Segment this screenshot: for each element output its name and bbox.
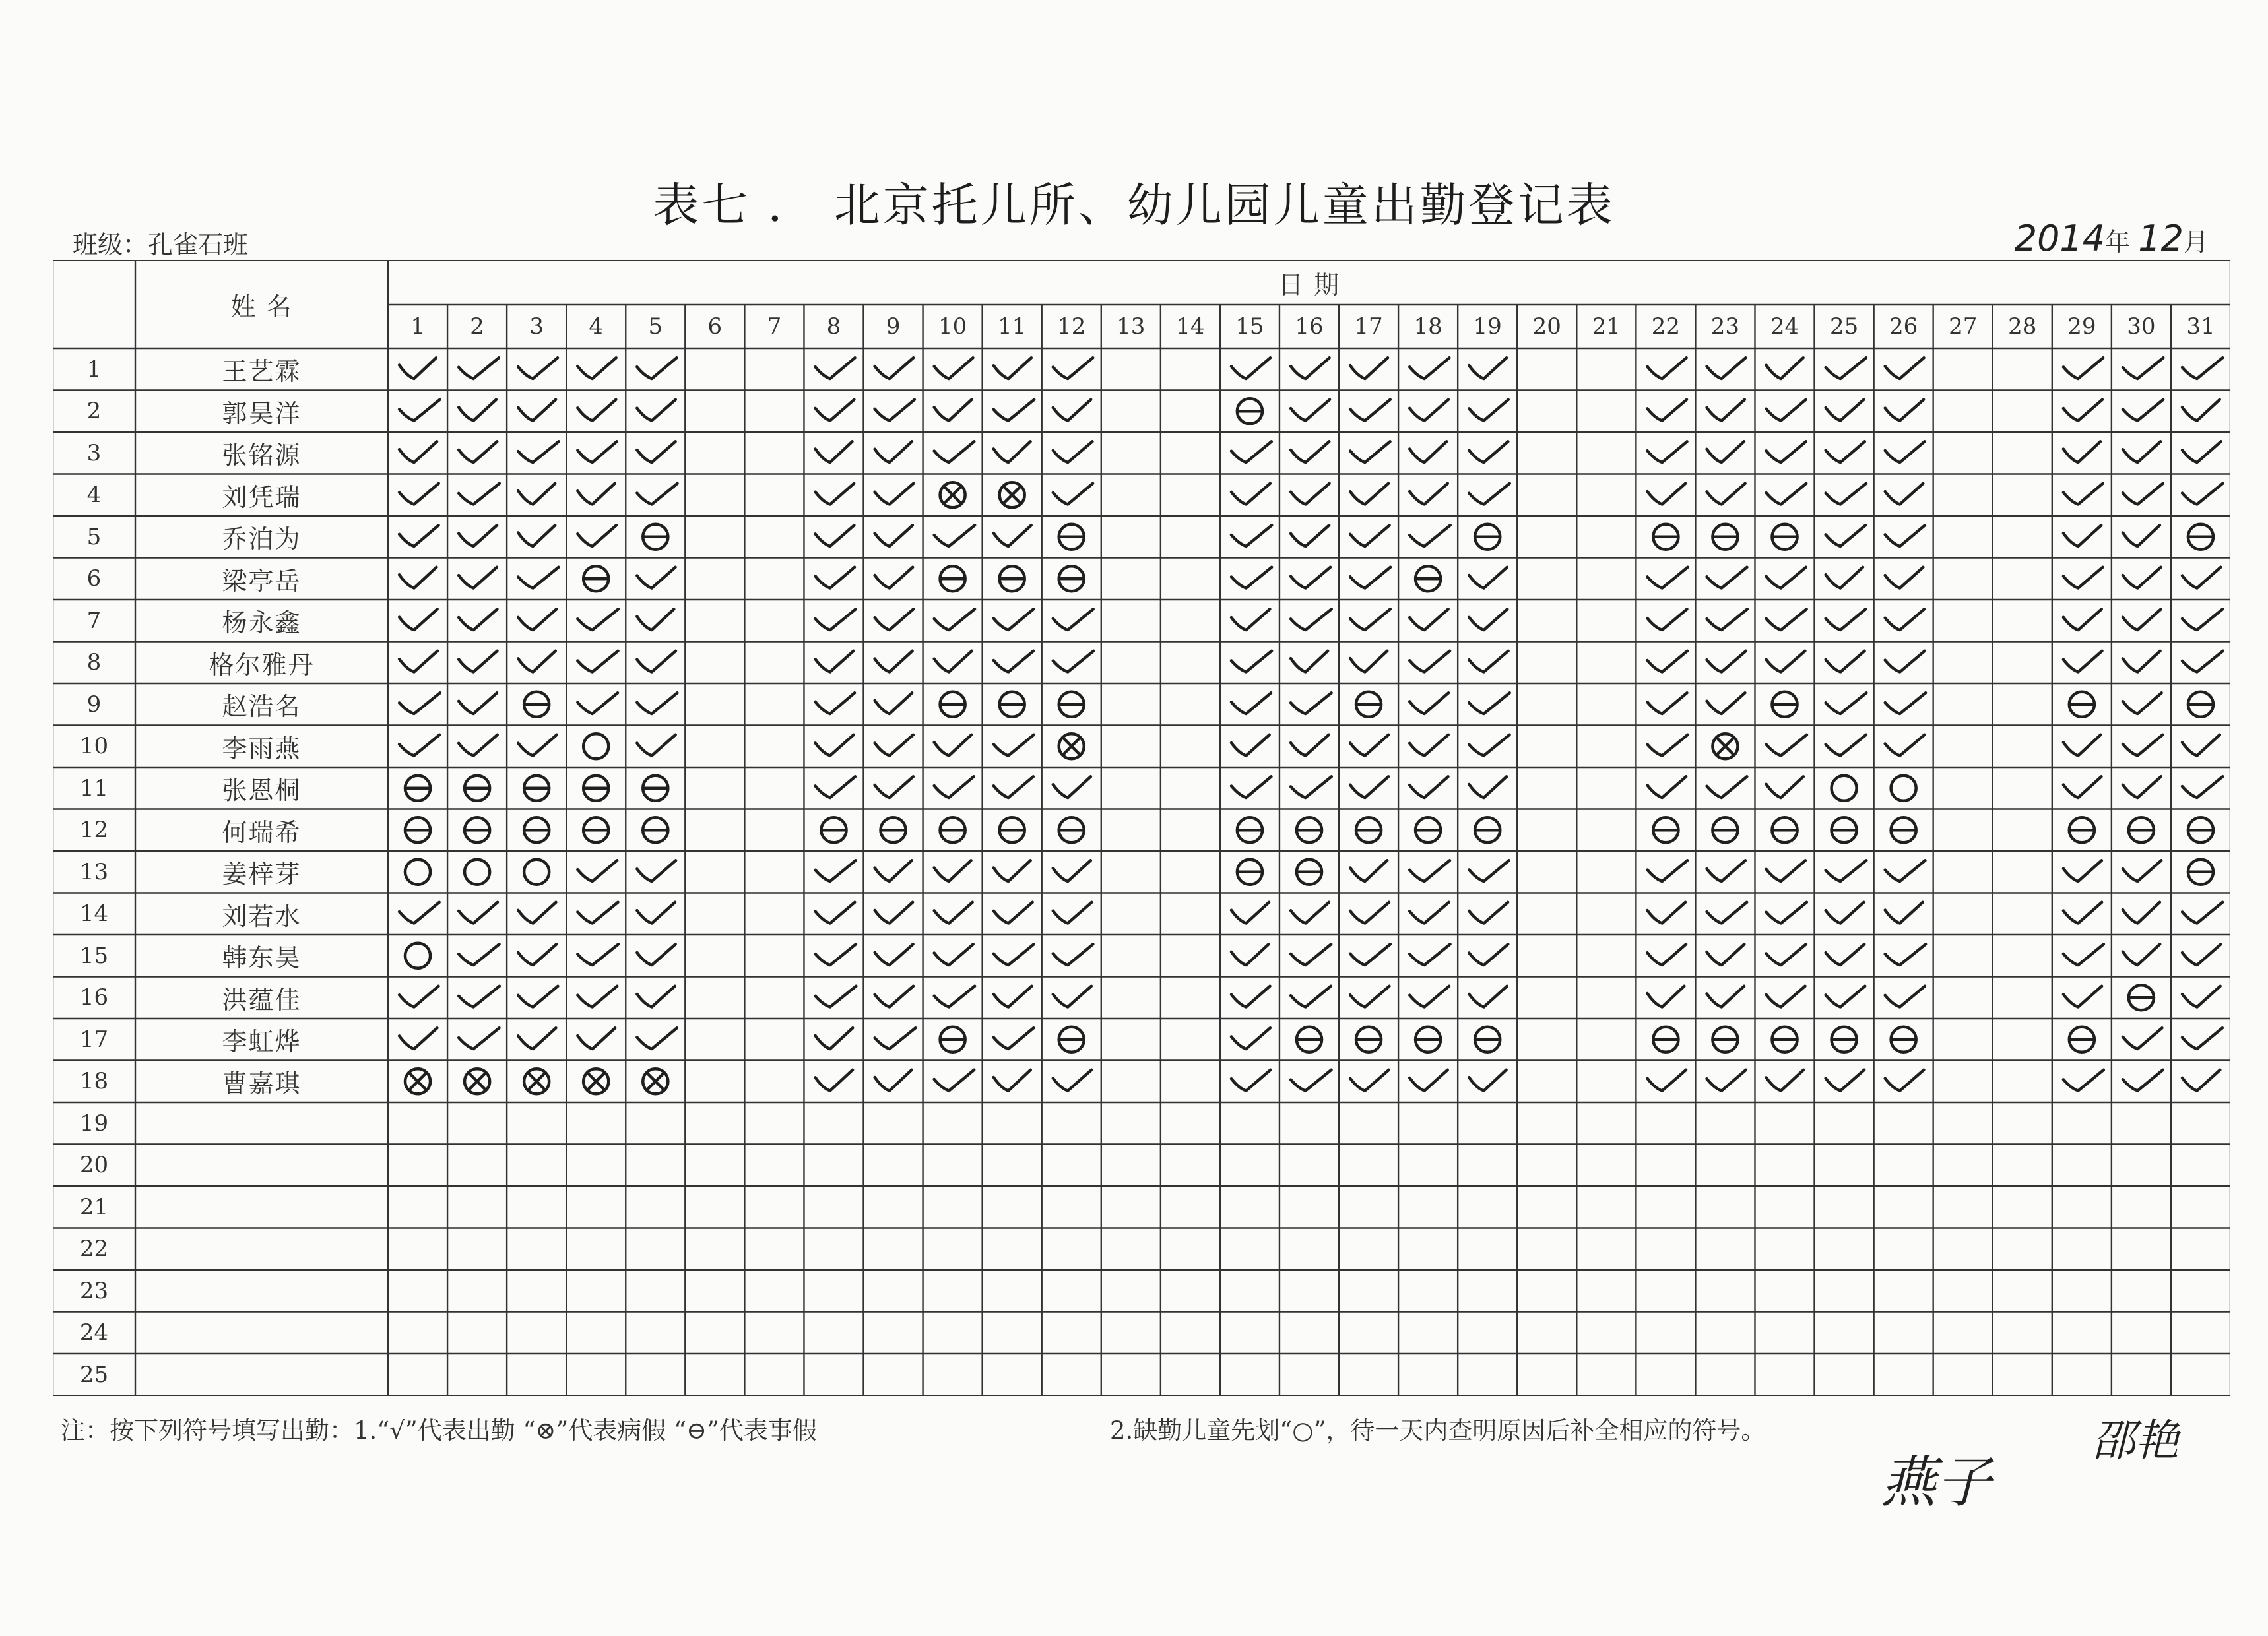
signature-1: 燕子 [1881,1450,1992,1515]
row-number: 21 [79,1193,109,1220]
day-header: 4 [589,313,604,340]
child-name: 何瑞希 [222,817,302,847]
day-header: 26 [1889,313,1918,340]
day-header: 7 [767,313,782,340]
day-header: 27 [1949,313,1978,340]
row-number: 18 [79,1068,109,1095]
year-unit: 年 [2105,228,2131,257]
day-header: 16 [1295,313,1324,340]
row-number: 1 [86,356,102,383]
day-header: 6 [707,313,723,340]
day-header: 19 [1473,313,1502,340]
day-header: 18 [1413,313,1442,340]
day-header: 8 [826,313,841,340]
day-header: 5 [648,313,663,340]
day-header: 22 [1651,313,1680,340]
day-header: 12 [1057,313,1086,340]
child-name: 姜梓芽 [222,860,302,889]
day-header: 13 [1117,313,1146,340]
row-number: 22 [79,1236,109,1263]
row-number: 3 [86,439,102,466]
day-header: 23 [1710,313,1740,340]
row-number: 20 [79,1152,109,1179]
year-value: 2014 [2014,218,2106,259]
child-name: 李雨燕 [222,734,302,763]
day-header: 24 [1770,313,1799,340]
child-name: 杨永鑫 [222,608,302,638]
child-name: 赵浩名 [222,692,302,722]
day-header: 2 [470,313,484,340]
day-header: 3 [529,313,544,340]
row-number: 6 [86,565,102,592]
month-unit: 月 [2183,228,2209,257]
day-header: 17 [1354,313,1383,340]
row-number: 11 [79,774,109,802]
day-header: 14 [1176,313,1205,340]
child-name: 乔泊为 [222,524,302,554]
row-number: 5 [86,523,102,550]
day-header: 29 [2067,313,2096,340]
class-name: 孔雀石班 [148,230,249,259]
child-name: 张恩桐 [222,776,302,805]
row-number: 19 [79,1110,109,1137]
row-number: 7 [86,607,102,634]
header-name: 姓 名 [230,292,293,321]
day-header: 10 [938,313,967,340]
child-name: 张铭源 [222,441,302,470]
row-number: 17 [79,1026,109,1053]
row-number: 23 [79,1277,109,1304]
day-header: 30 [2127,313,2156,340]
row-number: 24 [79,1319,109,1346]
row-number: 13 [79,858,109,885]
legend-note-1: 注：按下列符号填写出勤：1.“√”代表出勤 “⊗”代表病假 “⊖”代表事假 [61,1416,817,1445]
child-name: 王艺霖 [222,357,302,387]
attendance-table [53,260,2230,1396]
legend-note [61,1410,2172,1446]
day-header: 9 [886,313,901,340]
day-header: 31 [2186,313,2215,340]
day-header: 21 [1592,313,1621,340]
day-header: 11 [998,313,1027,340]
child-name: 格尔雅丹 [209,650,315,679]
signature-2: 邵艳 [2092,1415,2179,1466]
child-name: 梁亭岳 [222,566,302,596]
month-value: 12 [2138,218,2184,259]
child-name: 刘凭瑞 [222,482,302,512]
class-label: 班级： [73,230,148,259]
row-number: 16 [79,984,109,1011]
page-title: 表七 ． 北京托儿所、幼儿园儿童出勤登记表 [653,178,1615,232]
row-number: 12 [79,817,109,844]
day-header: 25 [1829,313,1859,340]
row-number: 10 [79,733,109,760]
row-number: 15 [79,942,109,969]
row-number: 2 [86,398,102,425]
legend-note-2: 2.缺勤儿童先划“○”，待一天内查明原因后补全相应的符号。 [1110,1416,1766,1445]
day-header: 28 [2008,313,2037,340]
class-info [73,224,248,261]
row-number: 8 [86,649,102,676]
child-name: 李虹烨 [222,1027,302,1057]
day-header: 1 [410,313,425,340]
child-name: 刘若水 [222,901,302,931]
header-date: 日 期 [1278,270,1341,299]
child-name: 洪蕴佳 [222,985,302,1015]
child-name: 郭昊洋 [222,398,302,428]
day-header: 15 [1235,313,1264,340]
row-number: 4 [86,482,102,509]
row-number: 9 [86,691,102,718]
child-name: 韩东昊 [222,943,302,973]
child-name: 曹嘉琪 [222,1069,302,1098]
sheet-date [2015,218,2209,259]
row-number: 25 [79,1361,109,1388]
row-number: 14 [79,900,109,928]
day-header: 20 [1532,313,1561,340]
